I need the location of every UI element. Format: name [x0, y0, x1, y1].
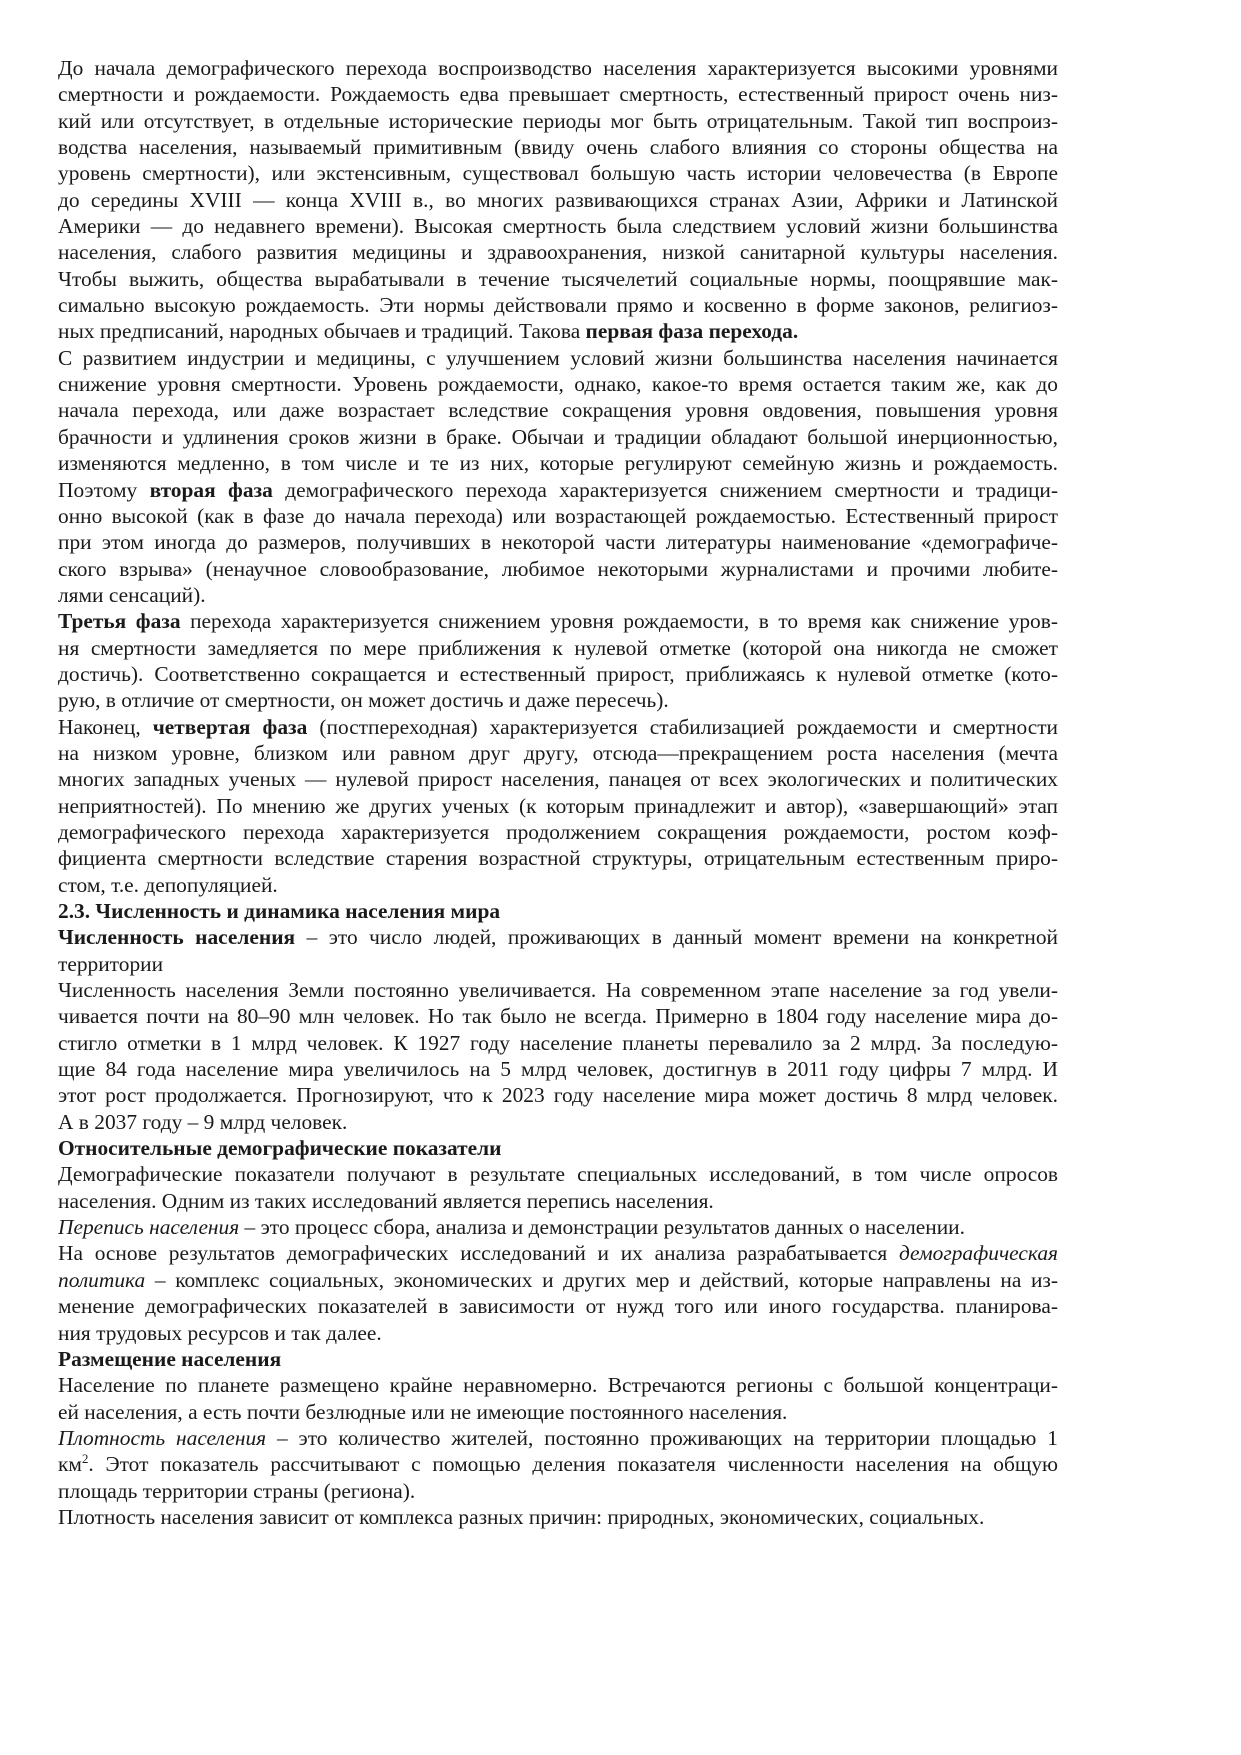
text-line: на низком уровне, близком или равном друг другу, отсюда—прекращением роста населения (мечта	[58, 740, 1058, 765]
text-line: Америки — до недавнего времени). Высокая смертность была следствием условий жизни большинства	[58, 214, 1058, 239]
text-line: смертности и рождаемости. Рождаемость едва превышает смертность, естественный прирост очень низ-	[58, 82, 1058, 107]
term-density: Плотность населения	[58, 1425, 267, 1450]
text-line: До начала демографического перехода воспроизводство населения характеризуется высокими уровнями	[58, 56, 1058, 80]
term-policy: политика	[58, 1267, 146, 1292]
term-fourth-phase: четвертая фаза	[152, 714, 308, 739]
text-line: начала перехода, или даже возрастает вследствие сокращения уровня овдовения, повышения уровня	[58, 398, 1058, 423]
text-line: до середины XVIII — конца XVIII в., во многих развивающихся странах Азии, Африки и Латинской	[58, 187, 1058, 212]
text-line	[58, 924, 1058, 950]
definition-population	[58, 924, 1058, 977]
text: км	[58, 1452, 82, 1477]
text-line: Население по планете размещено крайне неравномерно. Встречаются регионы с большой концентраци-	[58, 1373, 1058, 1398]
text-line: этот рост продолжается. Прогнозируют, что к 2023 году население мира может достичь 8 млрд человек.	[58, 1083, 1058, 1108]
text: – это процесс сбора, анализа и демонстрации результатов данных о населении.	[239, 1215, 965, 1240]
paragraph-third-phase	[58, 608, 1058, 713]
term-first-phase: первая фаза перехода.	[585, 319, 799, 344]
text: – комплекс социальных, экономических и других мер и действий, которые направлены на из-	[145, 1267, 1058, 1292]
text-line: неприятностей). По мнению же других ученых (к которым принадлежит и автор), «завершающий» этап	[58, 793, 1058, 818]
text-line: кий или отсутствует, в отдельные исторические периоды мог быть отрицательным. Такой тип воспроиз-	[58, 108, 1058, 133]
text-line	[58, 1240, 1058, 1266]
superscript: 2	[81, 1452, 89, 1467]
text-line: при этом иногда до размеров, получивших в некоторой части литературы наименование «демографиче-	[58, 530, 1058, 555]
text-line: стигло отметки в 1 млрд человек. К 1927 году население планеты перевалило за 2 млрд. За последую-	[58, 1030, 1058, 1055]
text-line: снижение уровня смертности. Уровень рождаемости, однако, какое-то время остается таким же, как до	[58, 372, 1058, 397]
term-second-phase: вторая фаза	[149, 477, 273, 502]
definition-census	[58, 1214, 1058, 1240]
term-population: Численность населения	[58, 925, 296, 950]
paragraph-first-phase	[58, 55, 1058, 345]
text: демографического перехода характеризуется снижением смертности и традици-	[272, 477, 1058, 502]
text: перехода характеризуется снижением уровня рождаемости, в то время как снижение уров-	[180, 609, 1058, 634]
text-line	[58, 714, 1058, 740]
text-line: Чтобы выжить, общества вырабатывали в течение тысячелетий социальные нормы, поощрявшие мак-	[58, 266, 1058, 291]
definition-density	[58, 1425, 1058, 1504]
term-census: Перепись населения	[58, 1215, 240, 1240]
text-line: А в 2037 году – 9 млрд человек.	[58, 1109, 348, 1134]
text-line: демографического перехода характеризуется продолжением сокращения рождаемости, ростом коэф-	[58, 819, 1058, 844]
document-page	[58, 55, 1058, 1530]
text-line: многих западных ученых — нулевой прирост населения, панацея от всех экологических и политических	[58, 767, 1058, 792]
text-line: населения. Одним из таких исследований является перепись населения.	[58, 1188, 714, 1213]
text-line: лями сенсаций).	[58, 582, 206, 607]
paragraph-placement	[58, 1372, 1058, 1425]
text-line: достичь). Соответственно сокращается и естественный прирост, приближаясь к нулевой отметке (кото-	[58, 661, 1058, 686]
text-line	[58, 1267, 1058, 1293]
text-line: ня смертности замедляется по мере приближения к нулевой отметке (которой она никогда не сможет	[58, 635, 1058, 660]
subheading-relative-indicators: Относительные демографические показатели	[58, 1136, 502, 1161]
text-line	[58, 1425, 1058, 1451]
text-line: ского взрыва» (ненаучное словообразование, любимое некоторыми журналистами и прочими любите-	[58, 556, 1058, 581]
term-third-phase: Третья фаза	[58, 609, 181, 634]
text: Наконец,	[58, 714, 153, 739]
paragraph-demographic-policy	[58, 1240, 1058, 1345]
paragraph-population-growth	[58, 977, 1058, 1135]
text-line: чивается почти на 80–90 млн человек. Но так было не всегда. Примерно в 1804 году население мира до-	[58, 1004, 1058, 1029]
text-line: ей населения, а есть почти безлюдные или не имеющие постоянного населения.	[58, 1399, 788, 1424]
text-line: фициента смертности вследствие старения возрастной структуры, отрицательным естественным приро-	[58, 846, 1058, 871]
text: Поэтому	[58, 477, 150, 502]
text: ных предписаний, народных обычаев и традиций. Такова	[58, 319, 586, 344]
text: На основе результатов демографических исследований и их анализа разрабатывается	[58, 1241, 899, 1266]
text-line: изменяются медленно, в том числе и те из них, которые регулируют семейную жизнь и рождаемость.	[58, 451, 1058, 476]
text-line: уровень смертности), или экстенсивным, существовал большую часть истории человечества (в Европе	[58, 161, 1058, 186]
text-line: рую, в отличие от смертности, он может достичь и даже пересечь).	[58, 688, 669, 713]
paragraph-fourth-phase	[58, 714, 1058, 898]
subheading-placement: Размещение населения	[58, 1346, 282, 1371]
paragraph-density-causes: Плотность населения зависит от комплекса разных причин: природных, экономических, социальных.	[58, 1504, 985, 1529]
text-line: площадь территории страны (региона).	[58, 1478, 416, 1503]
term-demographic-policy: демографическая	[898, 1241, 1058, 1266]
text: (постпереходная) характеризуется стабилизацией рождаемости и смертности	[307, 714, 1058, 739]
section-heading: 2.3. Численность и динамика населения мира	[58, 899, 501, 923]
text-line: территории	[58, 951, 164, 976]
text-line: симально высокую рождаемость. Эти нормы действовали прямо и косвенно в форме законов, религиоз-	[58, 293, 1058, 318]
text-line: С развитием индустрии и медицины, с улучшением условий жизни большинства населения начинается	[58, 345, 1058, 370]
text-line	[58, 318, 1058, 344]
text-line: брачности и удлинения сроков жизни в браке. Обычаи и традиции обладают большой инерционностью,	[58, 424, 1058, 449]
text-line: Демографические показатели получают в результате специальных исследований, в том числе опросов	[58, 1162, 1058, 1187]
text-line	[58, 608, 1058, 634]
text-line: водства населения, называемый примитивным (ввиду очень слабого влияния со стороны общества на	[58, 135, 1058, 160]
text-line: онно высокой (как в фазе до начала перехода) или возрастающей рождаемостью. Естественный прирост	[58, 503, 1058, 528]
text-line: щие 84 года население мира увеличилось на 5 млрд человек, достигнув в 2011 году цифры 7 млрд. И	[58, 1057, 1058, 1082]
text-line: Численность населения Земли постоянно увеличивается. На современном этапе население за год увели-	[58, 978, 1058, 1003]
text: – это число людей, проживающих в данный момент времени на конкретной	[295, 925, 1058, 950]
text-line	[58, 1451, 1058, 1477]
text-line: стом, т.е. депопуляцией.	[58, 872, 278, 897]
text: – это количество жителей, постоянно проживающих на территории площадью 1	[266, 1425, 1058, 1450]
paragraph-indicators	[58, 1161, 1058, 1214]
text: . Этот показатель рассчитывают с помощью деления показателя численности населения на общую	[88, 1452, 1058, 1477]
text-line: населения, слабого развития медицины и здравоохранения, низкой санитарной культуры населения.	[58, 240, 1058, 265]
text-line: менение демографических показателей в зависимости от нужд того или иного государства. планирова-	[58, 1294, 1058, 1319]
text-line	[58, 477, 1058, 503]
paragraph-second-phase	[58, 345, 1058, 608]
text-line: ния трудовых ресурсов и так далее.	[58, 1320, 382, 1345]
